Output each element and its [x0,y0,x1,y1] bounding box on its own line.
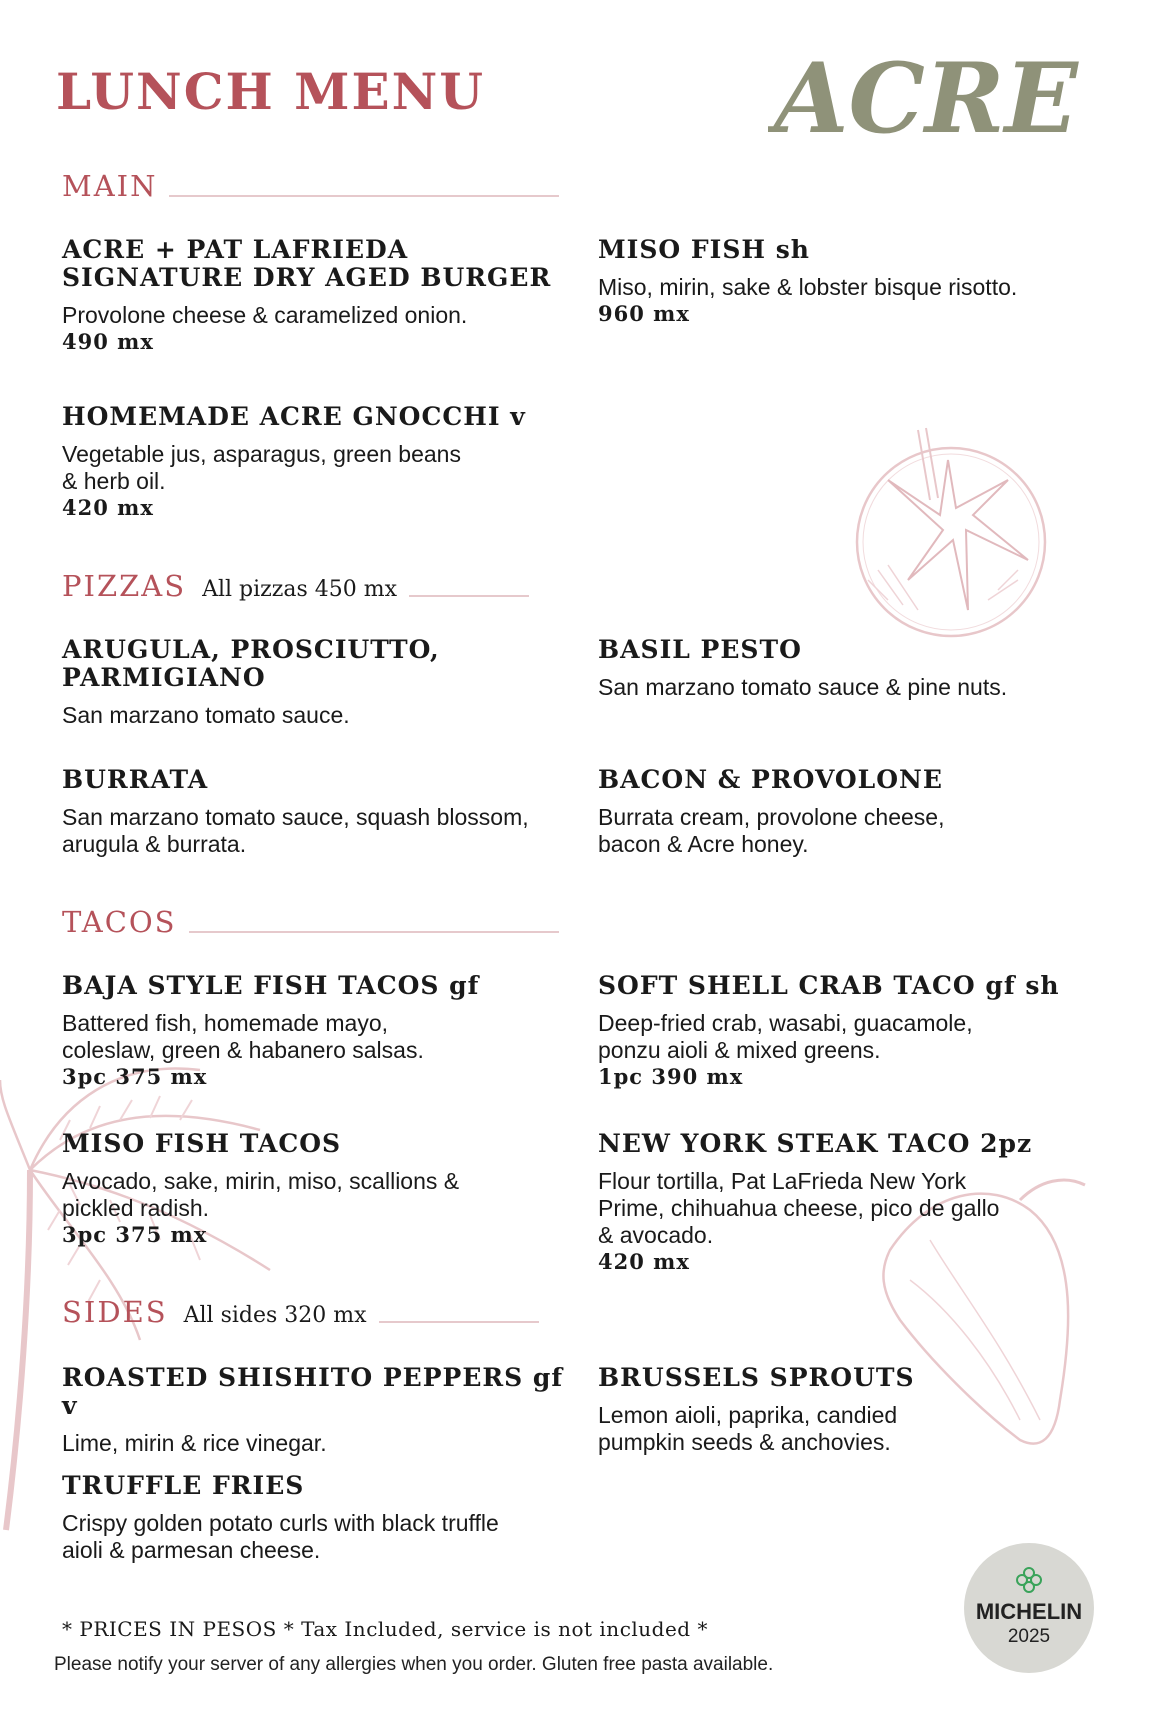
tomato-illustration [848,420,1058,640]
item-description: Lime, mirin & rice vinegar. [62,1430,327,1456]
section-sides [62,1295,539,1329]
item-description: San marzano tomato sauce & pine nuts. [598,674,1008,700]
item-description: Provolone cheese & caramelized onion. [62,302,468,328]
item-name: ACRE + PAT LAFRIEDA [62,235,409,264]
item-price: 1pc 390 mx [598,1064,744,1089]
section-note: All sides 320 mx [183,1303,367,1328]
item-price: 960 mx [598,301,690,326]
menu-item [598,766,1118,858]
item-description: San marzano tomato sauce. [62,702,350,728]
item-name: PARMIGIANO [62,663,266,692]
item-description: bacon & Acre honey. [598,831,809,857]
section-title: TACOS [62,905,177,939]
menu-item [62,1472,582,1564]
item-description: Lemon aioli, paprika, candied [598,1402,898,1428]
item-description: Avocado, sake, mirin, miso, scallions & [62,1168,460,1194]
menu-item [62,236,582,355]
item-description: Miso, mirin, sake & lobster bisque risotto. [598,274,1018,300]
section-divider [189,931,559,933]
item-description: Vegetable jus, asparagus, green beans [62,441,461,467]
item-name: NEW YORK STEAK TACO 2pz [598,1129,1033,1158]
menu-item [598,1130,1118,1275]
item-description: ponzu aioli & mixed greens. [598,1037,881,1063]
item-name: BAJA STYLE FISH TACOS gf [62,971,480,1000]
menu-item [62,972,582,1090]
item-description: coleslaw, green & habanero salsas. [62,1037,424,1063]
prices-note: * PRICES IN PESOS * Tax Included, service is not included * [62,1617,708,1641]
section-tacos [62,905,559,939]
menu-item [62,1364,582,1457]
logo-wordmark: ACRE [774,44,1078,154]
item-price: 3pc 375 mx [62,1222,208,1247]
menu-item [62,766,582,858]
item-name: BACON & PROVOLONE [598,765,943,794]
item-name: ARUGULA, PROSCIUTTO, [62,635,440,664]
section-divider [379,1321,539,1323]
item-name: MISO FISH TACOS [62,1129,342,1158]
item-description: & herb oil. [62,468,166,494]
item-name: SOFT SHELL CRAB TACO gf sh [598,971,1060,1000]
item-description: Burrata cream, provolone cheese, [598,804,945,830]
menu-item [598,236,1118,327]
item-description: San marzano tomato sauce, squash blossom, [62,804,529,830]
item-name: BRUSSELS SPROUTS [598,1363,915,1392]
menu-item [598,972,1118,1090]
palm-tree-illustration [0,1040,290,1540]
allergy-note: Please notify your server of any allergies when you order. Gluten free pasta available. [54,1654,774,1675]
acre-logo [768,44,1098,154]
item-name: SIGNATURE DRY AGED BURGER [62,263,552,292]
item-description: pickled radish. [62,1195,210,1221]
item-description: arugula & burrata. [62,831,247,857]
item-description: & avocado. [598,1222,714,1248]
item-price: 420 mx [598,1249,690,1274]
item-description: Battered fish, homemade mayo, [62,1010,388,1036]
item-description: Deep-fried crab, wasabi, guacamole, [598,1010,973,1036]
item-description: aioli & parmesan cheese. [62,1537,321,1563]
section-main [62,169,559,203]
section-pizzas [62,569,529,603]
item-description: Prime, chihuahua cheese, pico de gallo [598,1195,1000,1221]
menu-item [62,403,582,521]
menu-item [62,636,582,729]
menu-item [598,1364,1118,1456]
item-name: TRUFFLE FRIES [62,1471,305,1500]
section-title: PIZZAS [62,569,187,603]
item-name: BURRATA [62,765,209,794]
item-name: ROASTED SHISHITO PEPPERS gf v [62,1363,564,1420]
item-description: Flour tortilla, Pat LaFrieda New York [598,1168,967,1194]
item-price: 490 mx [62,329,154,354]
item-description: pumpkin seeds & anchovies. [598,1429,891,1455]
section-note: All pizzas 450 mx [202,577,397,602]
item-description: Crispy golden potato curls with black truffle [62,1510,499,1536]
section-title: MAIN [62,169,158,203]
item-name: MISO FISH sh [598,235,810,264]
menu-item [598,636,1118,701]
page-title: LUNCH MENU [56,62,485,121]
item-name: BASIL PESTO [598,635,802,664]
item-price: 420 mx [62,495,154,520]
michelin-label: MICHELIN [975,1599,1083,1624]
item-name: HOMEMADE ACRE GNOCCHI v [62,402,526,431]
item-price: 3pc 375 mx [62,1064,208,1089]
section-divider [169,195,559,197]
michelin-year: 2025 [1007,1626,1051,1647]
section-divider [409,595,529,597]
menu-item [62,1130,582,1248]
michelin-badge [964,1543,1094,1673]
michelin-clover-icon [1014,1565,1044,1595]
section-title: SIDES [62,1295,168,1329]
